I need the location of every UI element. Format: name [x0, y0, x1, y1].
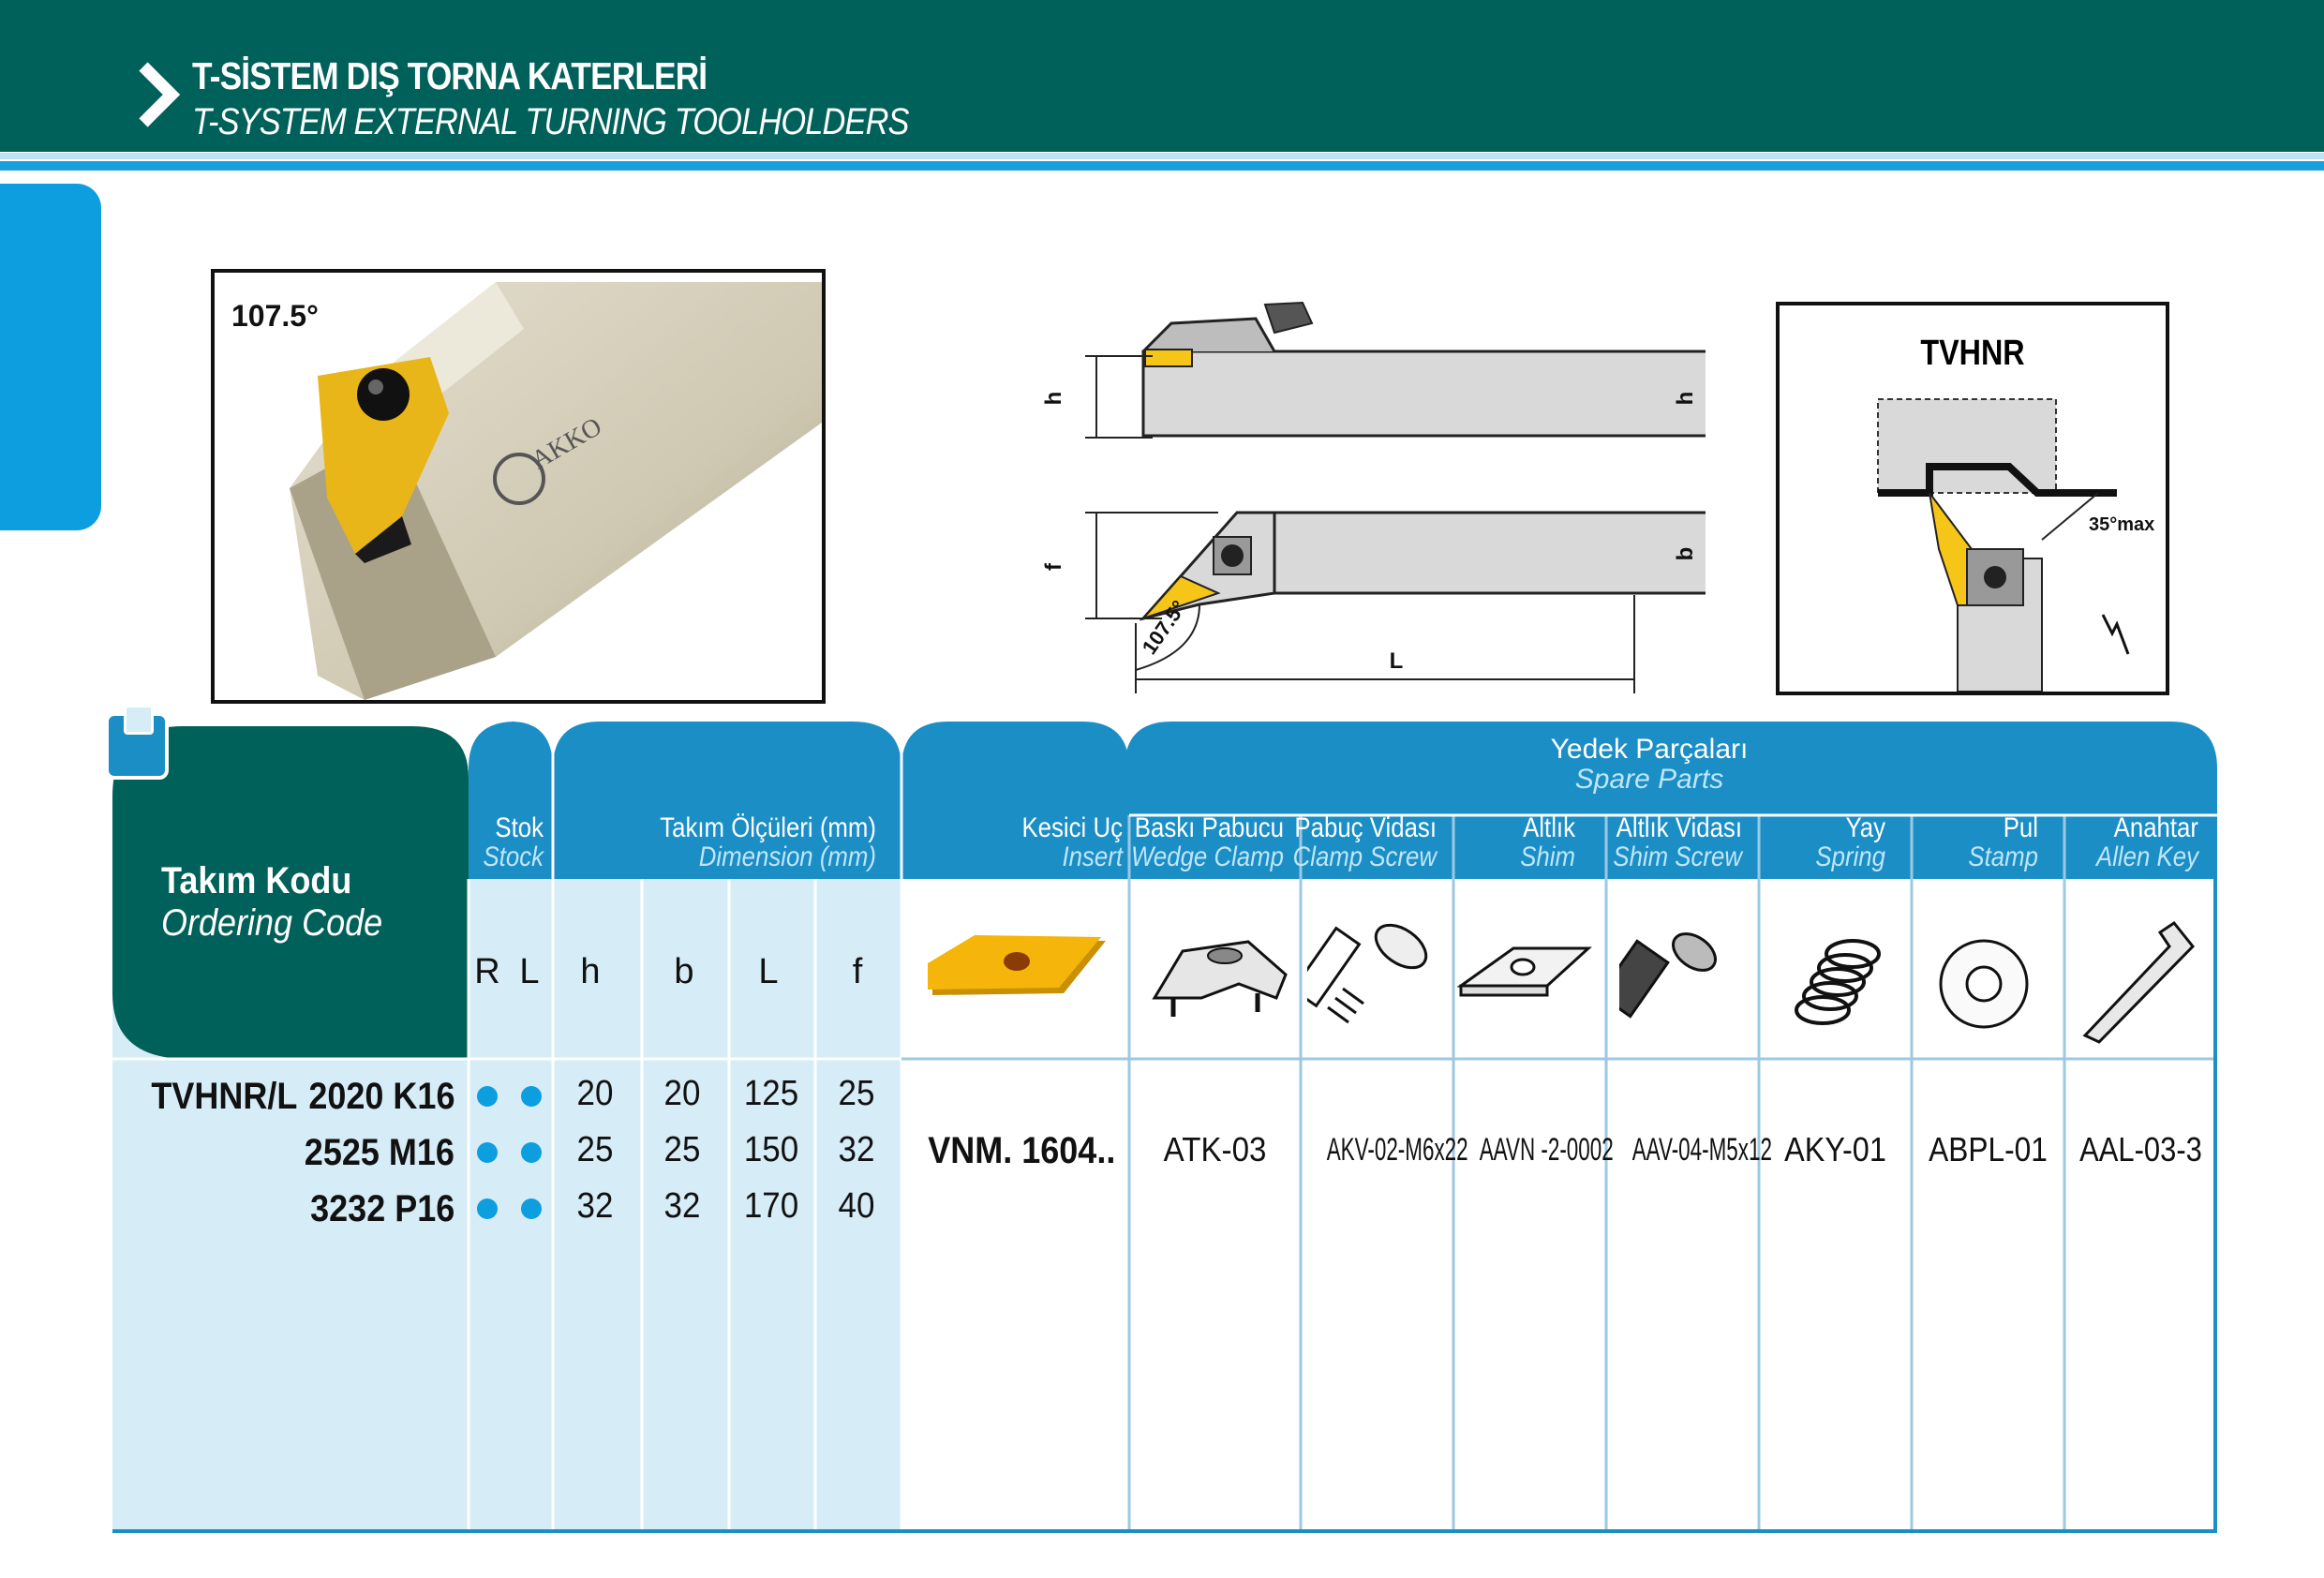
row-code: 2020 K16 — [307, 1076, 454, 1117]
wedge-clamp-en: Wedge Clamp — [1130, 841, 1284, 872]
stock-R-dot — [477, 1198, 498, 1219]
cell-f: 40 — [838, 1186, 875, 1226]
cell-b: 32 — [663, 1186, 701, 1226]
tvhnr-diagram — [1776, 302, 2169, 695]
side-tab — [0, 184, 101, 530]
shim-screw-icon — [1619, 926, 1732, 1038]
allen-key-icon — [2076, 918, 2197, 1045]
stock-header-tr: Stok — [495, 812, 544, 843]
insert-header-en: Insert — [1062, 841, 1123, 872]
spare-value-wedge-clamp: ATK-03 — [1163, 1130, 1267, 1169]
stock-header-en: Stock — [483, 841, 544, 872]
cell-h: 20 — [576, 1074, 614, 1113]
stock-L-dot — [521, 1142, 542, 1163]
spare-value-shim: AAVN -2-0002 — [1479, 1132, 1614, 1168]
tvhnr-illustration — [1780, 305, 2166, 692]
stock-L-dot — [521, 1086, 542, 1107]
allen-key-tr: Anahtar — [2113, 812, 2198, 843]
drawing-f: f — [1041, 563, 1066, 571]
toolholder-illustration — [215, 273, 822, 700]
spring-en: Spring — [1815, 841, 1885, 872]
shim-screw-en: Shim Screw — [1613, 841, 1742, 872]
sub-header-L: L — [519, 952, 540, 991]
toolholder-photo — [211, 269, 826, 704]
spring-tr: Yay — [1845, 812, 1885, 843]
spare-group-subtitle — [1462, 765, 1837, 794]
insert-icon — [923, 928, 1110, 1021]
drawing-L: L — [1389, 648, 1404, 674]
spare-value-shim-screw: AAV-04-M5x12 — [1631, 1132, 1772, 1168]
cell-Ldim: 170 — [743, 1186, 799, 1226]
tvhnr-title: TVHNR — [1920, 334, 2025, 373]
spare-value-clamp-screw: AKV-02-M6x22 — [1326, 1132, 1468, 1168]
spare-group-title: Yedek Parçaları — [1550, 734, 1749, 765]
spare-value-stamp: ABPL-01 — [1929, 1130, 2048, 1169]
shim-en: Shim — [1520, 841, 1575, 872]
stamp-tr: Pul — [2003, 812, 2038, 843]
stock-R-dot — [477, 1142, 498, 1163]
corner-tab-square — [124, 705, 154, 735]
spare-value-spring: AKY-01 — [1784, 1130, 1886, 1169]
stamp-en: Stamp — [1968, 841, 2038, 872]
drawing-h-right: h — [1673, 391, 1698, 406]
clamp-screw-tr: Pabuç Vidası — [1294, 812, 1437, 843]
drawing-b: b — [1673, 546, 1698, 561]
insert-header-tr: Kesici Uç — [1021, 812, 1123, 843]
sub-header-R: R — [474, 952, 500, 991]
sub-header-b: b — [674, 952, 694, 991]
ordering-code-subtitle: Ordering Code — [161, 902, 383, 944]
clamp-screw-en: Clamp Screw — [1292, 841, 1437, 872]
cell-h: 32 — [576, 1186, 614, 1226]
ordering-code-title: Takım Kodu — [161, 860, 352, 901]
cell-Ldim: 125 — [743, 1074, 799, 1113]
tvhnr-max-angle: 35°max — [2089, 514, 2155, 535]
ordering-code-header — [161, 860, 407, 945]
spring-icon — [1776, 930, 1888, 1043]
dimension-header-en: Dimension (mm) — [698, 841, 876, 872]
technical-drawing — [1031, 295, 1706, 698]
stamp-icon — [1932, 932, 2035, 1035]
cell-h: 25 — [576, 1130, 614, 1169]
page-title: T-SİSTEM DIŞ TORNA KATERLERİ — [192, 54, 708, 97]
shim-tr: Altlık — [1523, 812, 1575, 843]
cell-f: 32 — [838, 1130, 875, 1169]
spare-value-allen-key: AAL-03-3 — [2079, 1130, 2202, 1169]
photo-angle-label: 107.5° — [231, 299, 319, 333]
spare-group-subtitle-text: Spare Parts — [1574, 764, 1724, 795]
header-stripe-blue — [0, 161, 2324, 171]
row-code: 2525 M16 — [304, 1132, 454, 1173]
photo-brand: AKKO — [527, 411, 607, 476]
drawing-angle: 107.5° — [1137, 596, 1191, 659]
stock-header — [463, 813, 544, 871]
cell-b: 20 — [663, 1074, 701, 1113]
spare-header-allen-key — [1983, 813, 2198, 871]
row-code: 3232 P16 — [309, 1188, 454, 1229]
drawing-h-left: h — [1041, 391, 1066, 406]
wedge-clamp-icon — [1145, 928, 1295, 1031]
sub-header-h: h — [580, 952, 601, 991]
chevron-right-icon — [136, 61, 181, 128]
allen-key-en: Allen Key — [2095, 841, 2198, 872]
cell-f: 25 — [838, 1074, 875, 1113]
shim-screw-tr: Altlık Vidası — [1616, 812, 1742, 843]
cell-b: 25 — [663, 1130, 701, 1169]
stock-L-dot — [521, 1198, 542, 1219]
shim-icon — [1457, 937, 1598, 1012]
header-stripe-light — [0, 153, 2324, 159]
insert-value: VNM. 1604.. — [927, 1130, 1115, 1171]
clamp-screw-icon — [1307, 923, 1438, 1035]
sub-header-Ldim: L — [758, 952, 779, 991]
page-subtitle: T-SYSTEM EXTERNAL TURNING TOOLHOLDERS — [192, 101, 909, 142]
dimension-header — [606, 813, 876, 871]
dimension-header-tr: Takım Ölçüleri (mm) — [660, 812, 876, 843]
cell-Ldim: 150 — [743, 1130, 799, 1169]
wedge-clamp-tr: Baskı Pabucu — [1134, 812, 1284, 843]
stock-R-dot — [477, 1086, 498, 1107]
row-prefix: TVHNR/L — [151, 1076, 297, 1117]
sub-header-f: f — [852, 952, 863, 991]
